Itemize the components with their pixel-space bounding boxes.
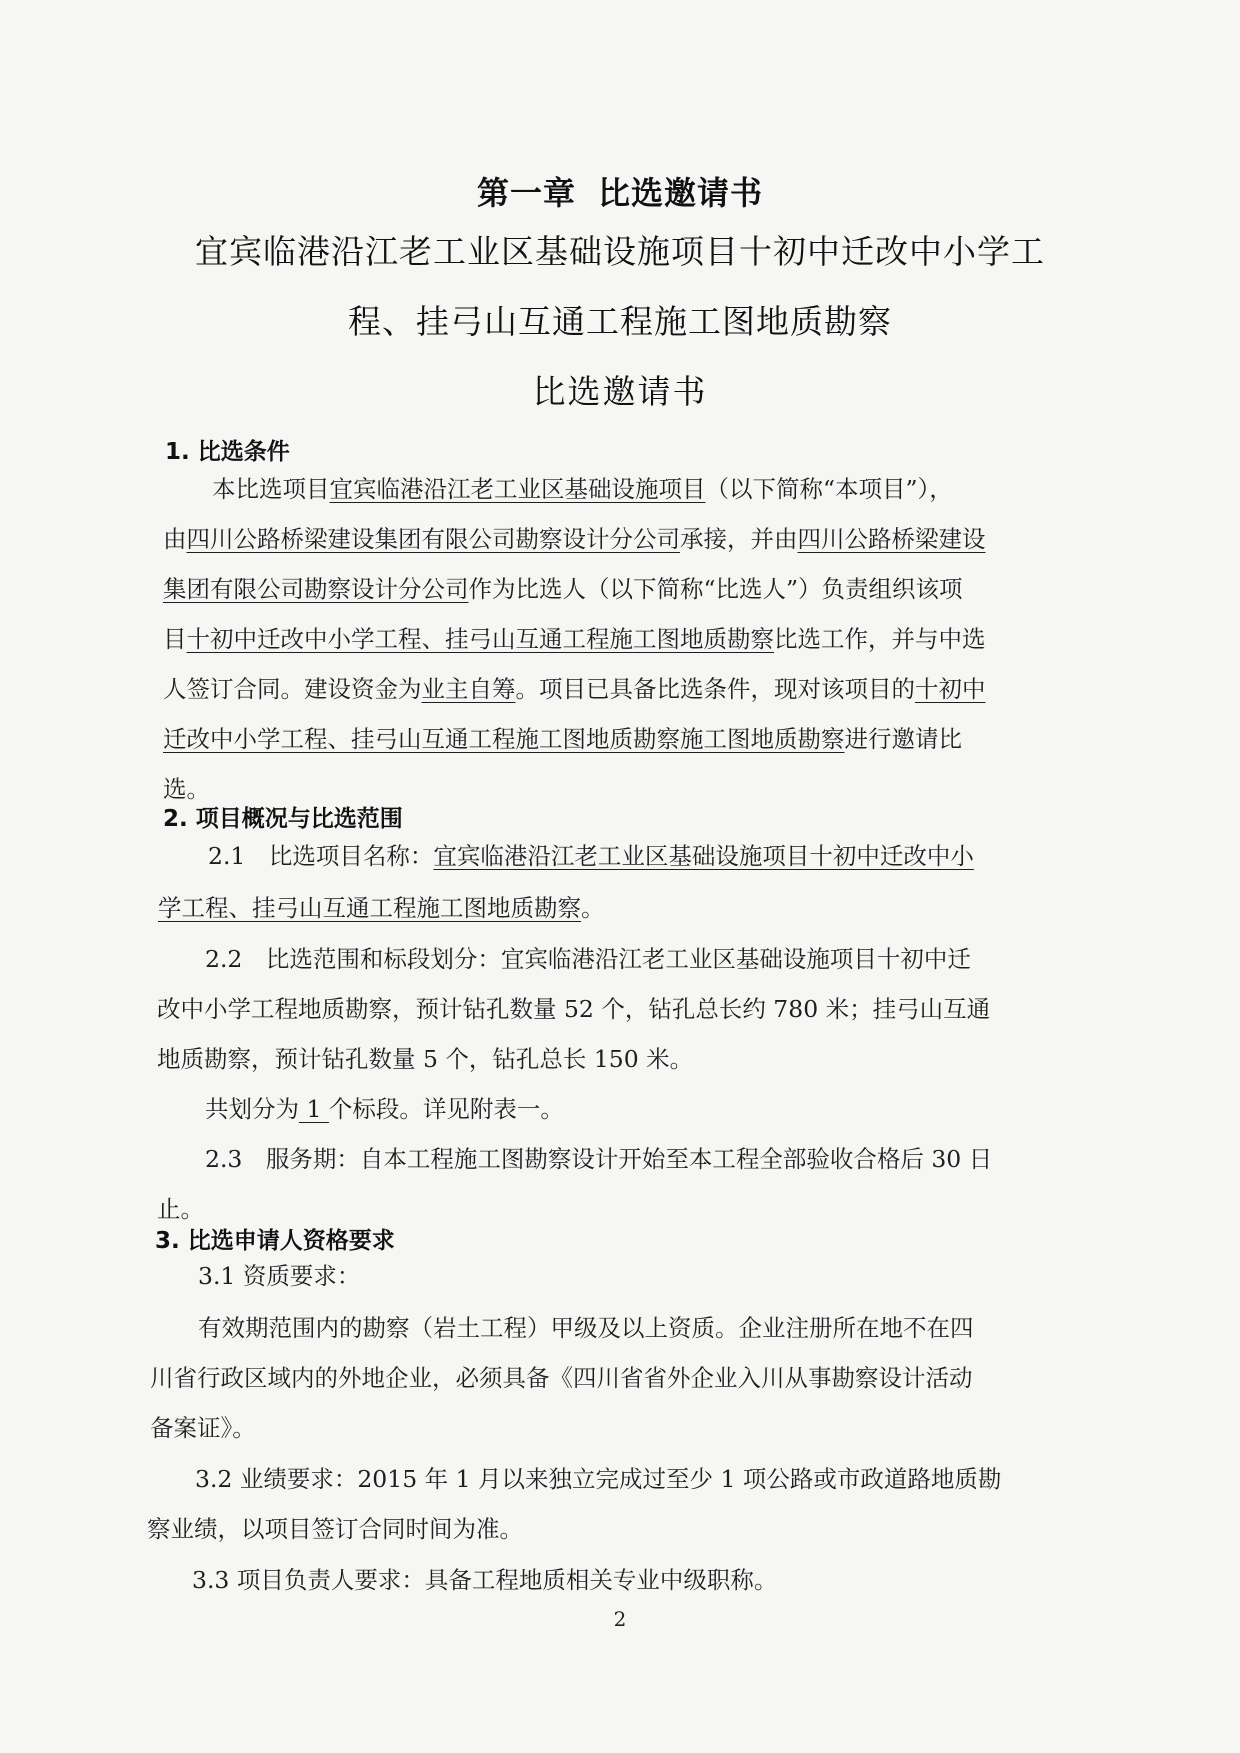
s1-line-3: 集团有限公司勘察设计分公司作为比选人（以下简称“比选人”）负责组织该项	[163, 575, 963, 603]
s1-line-7: 选。	[163, 775, 210, 803]
project-title-line-1: 宜宾临港沿江老工业区基础设施项目十初中迁改中小学工	[195, 232, 1045, 271]
s32-line-2: 察业绩，以项目签订合同时间为准。	[147, 1515, 523, 1543]
s31-line-3: 备案证》。	[150, 1414, 256, 1442]
s31-title: 3.1 资质要求：	[198, 1262, 361, 1290]
project-name-underlined: 宜宾临港沿江老工业区基础设施项目	[329, 475, 706, 503]
s1-line-6: 迁改中小学工程、挂弓山互通工程施工图地质勘察施工图地质勘察进行邀请比	[163, 725, 962, 753]
project-title-line-2: 程、挂弓山互通工程施工图地质勘察	[348, 302, 892, 341]
chapter-title	[0, 168, 1240, 214]
lot-count: 1	[299, 1095, 329, 1123]
page-number: 2	[613, 1607, 627, 1631]
section-1-heading: 1. 比选条件	[165, 439, 290, 465]
s31-line-1: 有效期范围内的勘察（岩土工程）甲级及以上资质。企业注册所在地不在四	[198, 1314, 974, 1342]
s31-line-2: 川省行政区域内的外地企业，必须具备《四川省省外企业入川从事勘察设计活动	[150, 1364, 973, 1392]
s33-line: 3.3 项目负责人要求：具备工程地质相关专业中级职称。	[192, 1566, 778, 1594]
s1-line-2: 由四川公路桥梁建设集团有限公司勘察设计分公司承接，并由四川公路桥梁建设	[163, 525, 986, 553]
s23-line-1: 2.3 服务期：自本工程施工图勘察设计开始至本工程全部验收合格后 30 日	[205, 1145, 993, 1173]
s23-line-2: 止。	[157, 1195, 204, 1223]
s22-line-3: 地质勘察，预计钻孔数量 5 个，钻孔总长 150 米。	[157, 1045, 694, 1073]
s22-line-1: 2.2 比选范围和标段划分：宜宾临港沿江老工业区基础设施项目十初中迁	[205, 945, 971, 973]
s1-line-4: 目十初中迁改中小学工程、挂弓山互通工程施工图地质勘察比选工作，并与中选	[163, 625, 986, 653]
lots-line: 共划分为 1 个标段。详见附表一。	[205, 1095, 564, 1123]
chapter-name: 比选邀请书	[598, 174, 764, 212]
s22-line-2: 改中小学工程地质勘察，预计钻孔数量 52 个，钻孔总长约 780 米；挂弓山互通	[157, 995, 991, 1023]
section-2-heading: 2. 项目概况与比选范围	[163, 806, 403, 832]
contractor-underlined: 四川公路桥梁建设集团有限公司勘察设计分公司	[186, 525, 680, 553]
chapter-number: 第一章	[476, 174, 576, 212]
document-type-title: 比选邀请书	[532, 372, 708, 411]
s32-line-1: 3.2 业绩要求：2015 年 1 月以来独立完成过至少 1 项公路或市政道路地质勘	[195, 1465, 1002, 1493]
section-3-heading: 3. 比选申请人资格要求	[155, 1228, 395, 1254]
s1-line-5: 人签订合同。建设资金为业主自筹。项目已具备比选条件，现对该项目的十初中	[163, 675, 986, 703]
s21-line-1: 2.1 比选项目名称：宜宾临港沿江老工业区基础设施项目十初中迁改中小	[208, 842, 974, 870]
s21-line-2: 学工程、挂弓山互通工程施工图地质勘察。	[158, 894, 605, 922]
s1-line-1: 本比选项目宜宾临港沿江老工业区基础设施项目（以下简称“本项目”），	[212, 475, 953, 503]
